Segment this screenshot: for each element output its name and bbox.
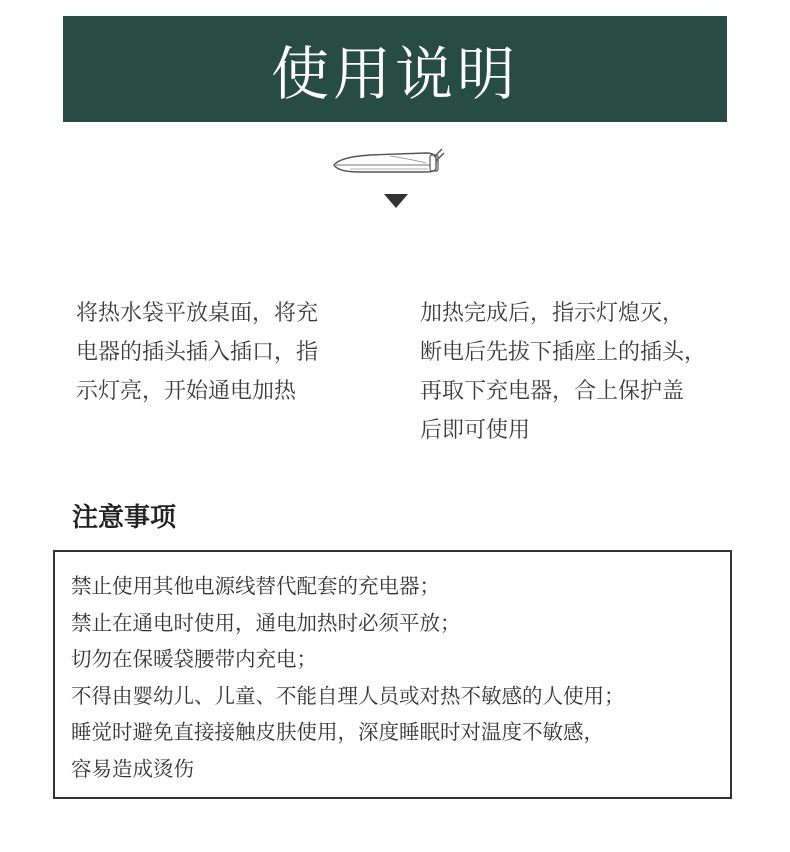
step-line: 示灯亮，开始通电加热 <box>76 379 297 404</box>
step-finish-heating <box>420 294 760 450</box>
step-line: 后即可使用 <box>420 418 531 443</box>
arrow-down-icon <box>384 194 408 208</box>
step-line: 将热水袋平放桌面，将充 <box>76 301 319 326</box>
notice-item: 不得由婴幼儿、儿童、不能自理人员或对热不敏感的人使用； <box>71 683 625 708</box>
hot-water-bag-icon <box>330 145 446 179</box>
notice-item: 禁止在通电时使用，通电加热时必须平放； <box>71 610 461 635</box>
notice-box <box>53 550 732 799</box>
notice-item: 禁止使用其他电源线替代配套的充电器； <box>71 574 440 598</box>
step-line: 加热完成后，指示灯熄灭， <box>420 301 685 326</box>
notice-item: 睡觉时避免直接接触皮肤使用，深度睡眠时对温度不敏感， <box>71 720 604 744</box>
notice-item: 容易造成烫伤 <box>71 756 194 781</box>
step-connect-charger <box>76 294 376 411</box>
notice-heading: 注意事项 <box>72 503 177 533</box>
page-title: 使用说明 <box>270 40 519 108</box>
title-banner <box>63 16 727 122</box>
step-line: 电器的插头插入插口，指 <box>76 340 319 365</box>
step-line: 再取下充电器，合上保护盖 <box>420 379 685 404</box>
step-line: 断电后先拔下插座上的插头， <box>420 340 707 365</box>
notice-item: 切勿在保暖袋腰带内充电； <box>71 647 317 671</box>
